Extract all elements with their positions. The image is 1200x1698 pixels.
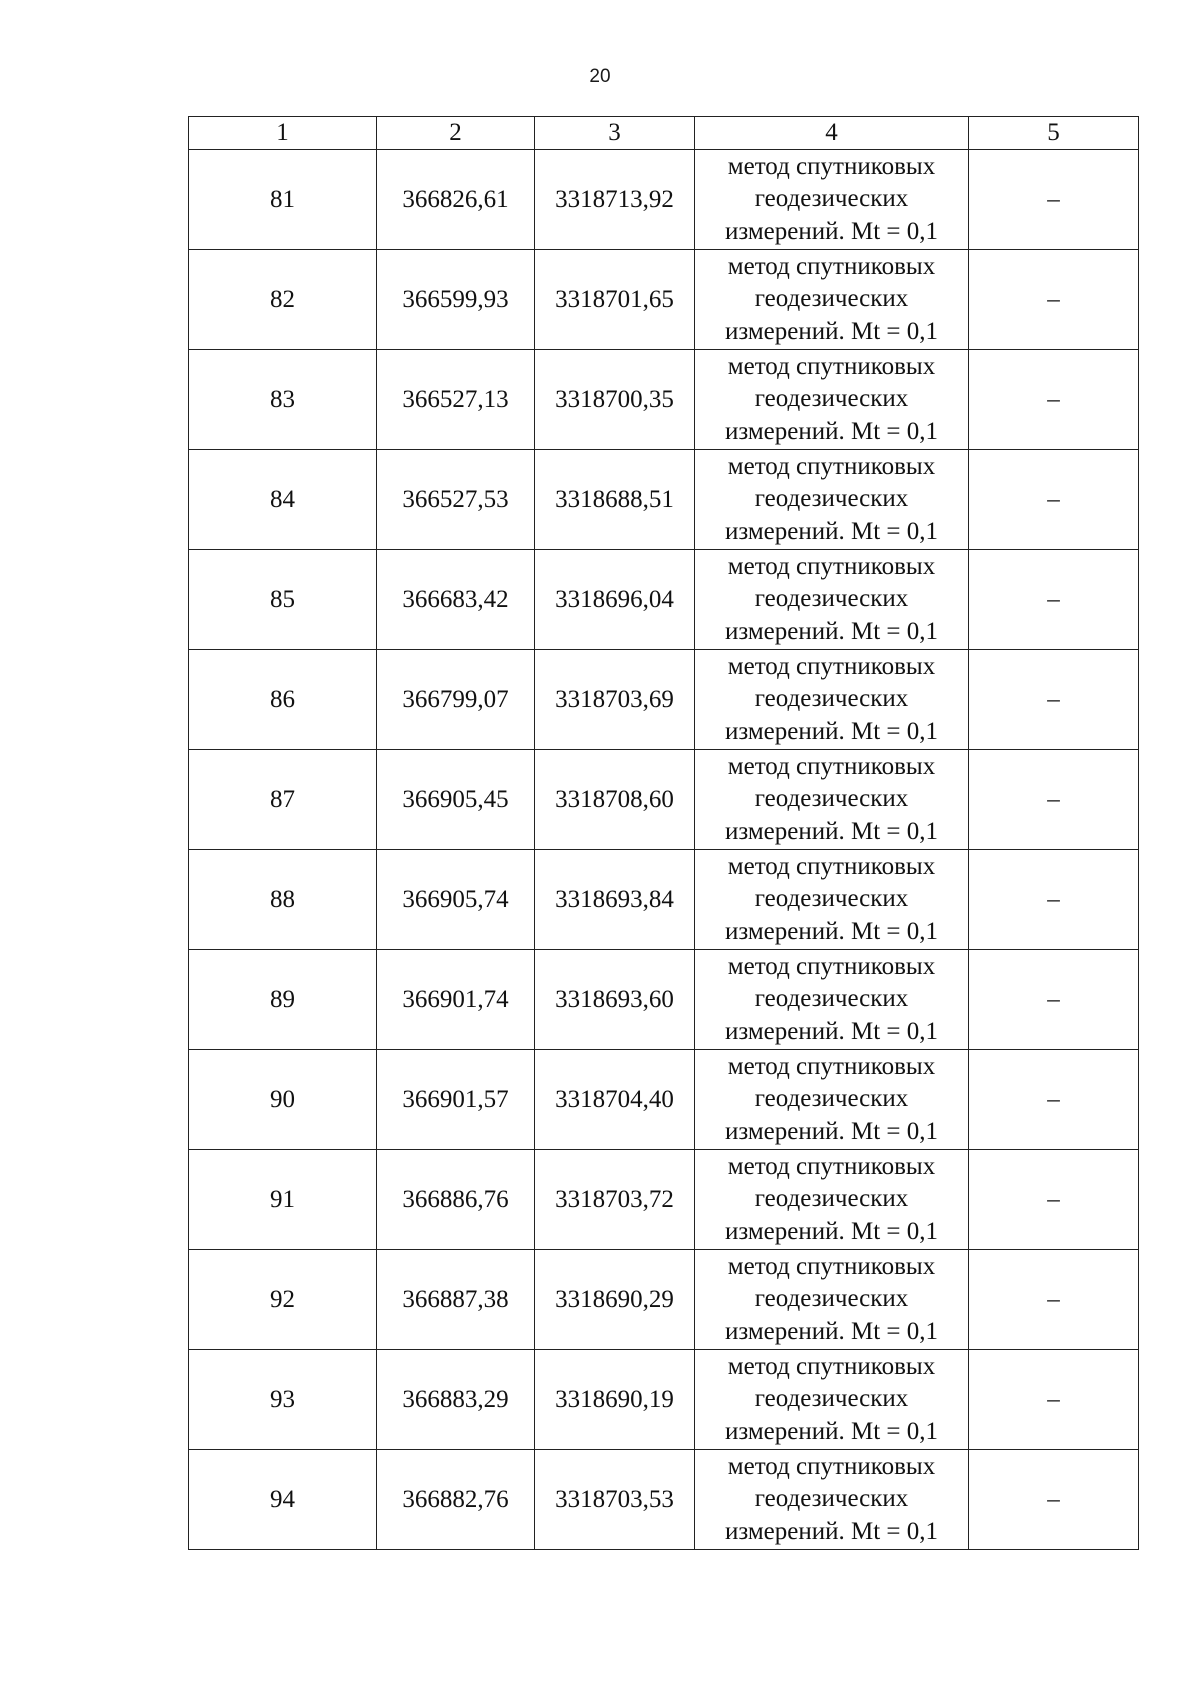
x-coordinate-cell: 366826,61 [377,150,535,250]
x-coordinate-cell: 366683,42 [377,550,535,650]
method-line-1: метод спутниковых [727,1152,936,1180]
table-header [189,117,1139,150]
method-line-1: метод спутниковых [727,152,936,180]
col5-cell: – [969,1050,1139,1150]
method-line-2: геодезических [754,485,909,513]
x-coordinate-cell: 366882,76 [377,1450,535,1550]
method-line-3: измерений. Mt = 0,1 [724,1517,939,1545]
method-line-3: измерений. Mt = 0,1 [724,817,939,845]
method-line-3: измерений. Mt = 0,1 [724,1417,939,1445]
x-coordinate-cell: 366905,74 [377,850,535,950]
table-row [189,350,1139,450]
method-cell [695,1150,969,1250]
method-line-2: геодезических [754,585,909,613]
method-line-1: метод спутниковых [727,1452,936,1480]
x-coordinate-cell: 366883,29 [377,1350,535,1450]
point-number-cell: 86 [189,650,377,750]
method-line-1: метод спутниковых [727,1052,936,1080]
method-cell [695,850,969,950]
table-body [189,150,1139,1550]
method-cell [695,950,969,1050]
y-coordinate-cell: 3318693,84 [535,850,695,950]
method-line-3: измерений. Mt = 0,1 [724,517,939,545]
col5-cell: – [969,150,1139,250]
y-coordinate-cell: 3318690,19 [535,1350,695,1450]
col5-cell: – [969,950,1139,1050]
header-col-5: 5 [969,117,1139,150]
table-row [189,250,1139,350]
point-number-cell: 84 [189,450,377,550]
method-line-3: измерений. Mt = 0,1 [724,717,939,745]
method-line-2: геодезических [754,1485,909,1513]
point-number-cell: 91 [189,1150,377,1250]
point-number-cell: 90 [189,1050,377,1150]
y-coordinate-cell: 3318688,51 [535,450,695,550]
method-line-3: измерений. Mt = 0,1 [724,917,939,945]
y-coordinate-cell: 3318693,60 [535,950,695,1050]
method-line-3: измерений. Mt = 0,1 [724,617,939,645]
table-row [189,750,1139,850]
x-coordinate-cell: 366799,07 [377,650,535,750]
header-col-1: 1 [189,117,377,150]
method-cell [695,650,969,750]
method-cell [695,1050,969,1150]
point-number-cell: 89 [189,950,377,1050]
y-coordinate-cell: 3318696,04 [535,550,695,650]
header-col-3: 3 [535,117,695,150]
method-cell [695,1250,969,1350]
method-line-2: геодезических [754,1085,909,1113]
col5-cell: – [969,1250,1139,1350]
method-cell [695,1350,969,1450]
method-line-2: геодезических [754,1285,909,1313]
y-coordinate-cell: 3318713,92 [535,150,695,250]
point-number-cell: 88 [189,850,377,950]
method-line-2: геодезических [754,785,909,813]
table-row [189,850,1139,950]
method-line-3: измерений. Mt = 0,1 [724,1117,939,1145]
method-line-2: геодезических [754,985,909,1013]
table-row [189,1450,1139,1550]
y-coordinate-cell: 3318703,72 [535,1150,695,1250]
table-row [189,950,1139,1050]
col5-cell: – [969,250,1139,350]
x-coordinate-cell: 366901,57 [377,1050,535,1150]
page-number: 20 [589,66,611,87]
y-coordinate-cell: 3318703,53 [535,1450,695,1550]
method-line-1: метод спутниковых [727,752,936,780]
col5-cell: – [969,850,1139,950]
point-number-cell: 87 [189,750,377,850]
method-line-1: метод спутниковых [727,552,936,580]
col5-cell: – [969,350,1139,450]
col5-cell: – [969,450,1139,550]
col5-cell: – [969,1350,1139,1450]
method-line-1: метод спутниковых [727,452,936,480]
method-line-1: метод спутниковых [727,952,936,980]
method-cell [695,550,969,650]
x-coordinate-cell: 366901,74 [377,950,535,1050]
method-line-3: измерений. Mt = 0,1 [724,217,939,245]
method-cell [695,250,969,350]
method-cell [695,750,969,850]
method-line-2: геодезических [754,685,909,713]
point-number-cell: 92 [189,1250,377,1350]
method-line-2: геодезических [754,285,909,313]
method-line-1: метод спутниковых [727,352,936,380]
method-line-2: геодезических [754,1385,909,1413]
table-row [189,1250,1139,1350]
method-cell [695,450,969,550]
header-row [189,117,1139,150]
method-cell [695,150,969,250]
table-row [189,550,1139,650]
header-col-4: 4 [695,117,969,150]
point-number-cell: 82 [189,250,377,350]
method-line-2: геодезических [754,1185,909,1213]
y-coordinate-cell: 3318690,29 [535,1250,695,1350]
table-row [189,1150,1139,1250]
point-number-cell: 93 [189,1350,377,1450]
method-line-1: метод спутниковых [727,252,936,280]
x-coordinate-cell: 366527,53 [377,450,535,550]
point-number-cell: 81 [189,150,377,250]
header-col-2: 2 [377,117,535,150]
table-row [189,1050,1139,1150]
method-cell [695,1450,969,1550]
method-line-2: геодезических [754,885,909,913]
x-coordinate-cell: 366905,45 [377,750,535,850]
table-row [189,650,1139,750]
method-cell [695,350,969,450]
y-coordinate-cell: 3318701,65 [535,250,695,350]
point-number-cell: 83 [189,350,377,450]
method-line-2: геодезических [754,185,909,213]
col5-cell: – [969,550,1139,650]
method-line-3: измерений. Mt = 0,1 [724,1317,939,1345]
coordinates-table [188,116,1139,1550]
method-line-3: измерений. Mt = 0,1 [724,1217,939,1245]
col5-cell: – [969,650,1139,750]
method-line-3: измерений. Mt = 0,1 [724,1017,939,1045]
x-coordinate-cell: 366886,76 [377,1150,535,1250]
y-coordinate-cell: 3318703,69 [535,650,695,750]
point-number-cell: 94 [189,1450,377,1550]
y-coordinate-cell: 3318704,40 [535,1050,695,1150]
y-coordinate-cell: 3318700,35 [535,350,695,450]
col5-cell: – [969,750,1139,850]
point-number-cell: 85 [189,550,377,650]
method-line-3: измерений. Mt = 0,1 [724,417,939,445]
x-coordinate-cell: 366527,13 [377,350,535,450]
method-line-1: метод спутниковых [727,1252,936,1280]
method-line-1: метод спутниковых [727,652,936,680]
method-line-1: метод спутниковых [727,1352,936,1380]
method-line-3: измерений. Mt = 0,1 [724,317,939,345]
method-line-1: метод спутниковых [727,852,936,880]
table-row [189,150,1139,250]
x-coordinate-cell: 366599,93 [377,250,535,350]
col5-cell: – [969,1450,1139,1550]
table-row [189,1350,1139,1450]
table-row [189,450,1139,550]
col5-cell: – [969,1150,1139,1250]
y-coordinate-cell: 3318708,60 [535,750,695,850]
method-line-2: геодезических [754,385,909,413]
x-coordinate-cell: 366887,38 [377,1250,535,1350]
